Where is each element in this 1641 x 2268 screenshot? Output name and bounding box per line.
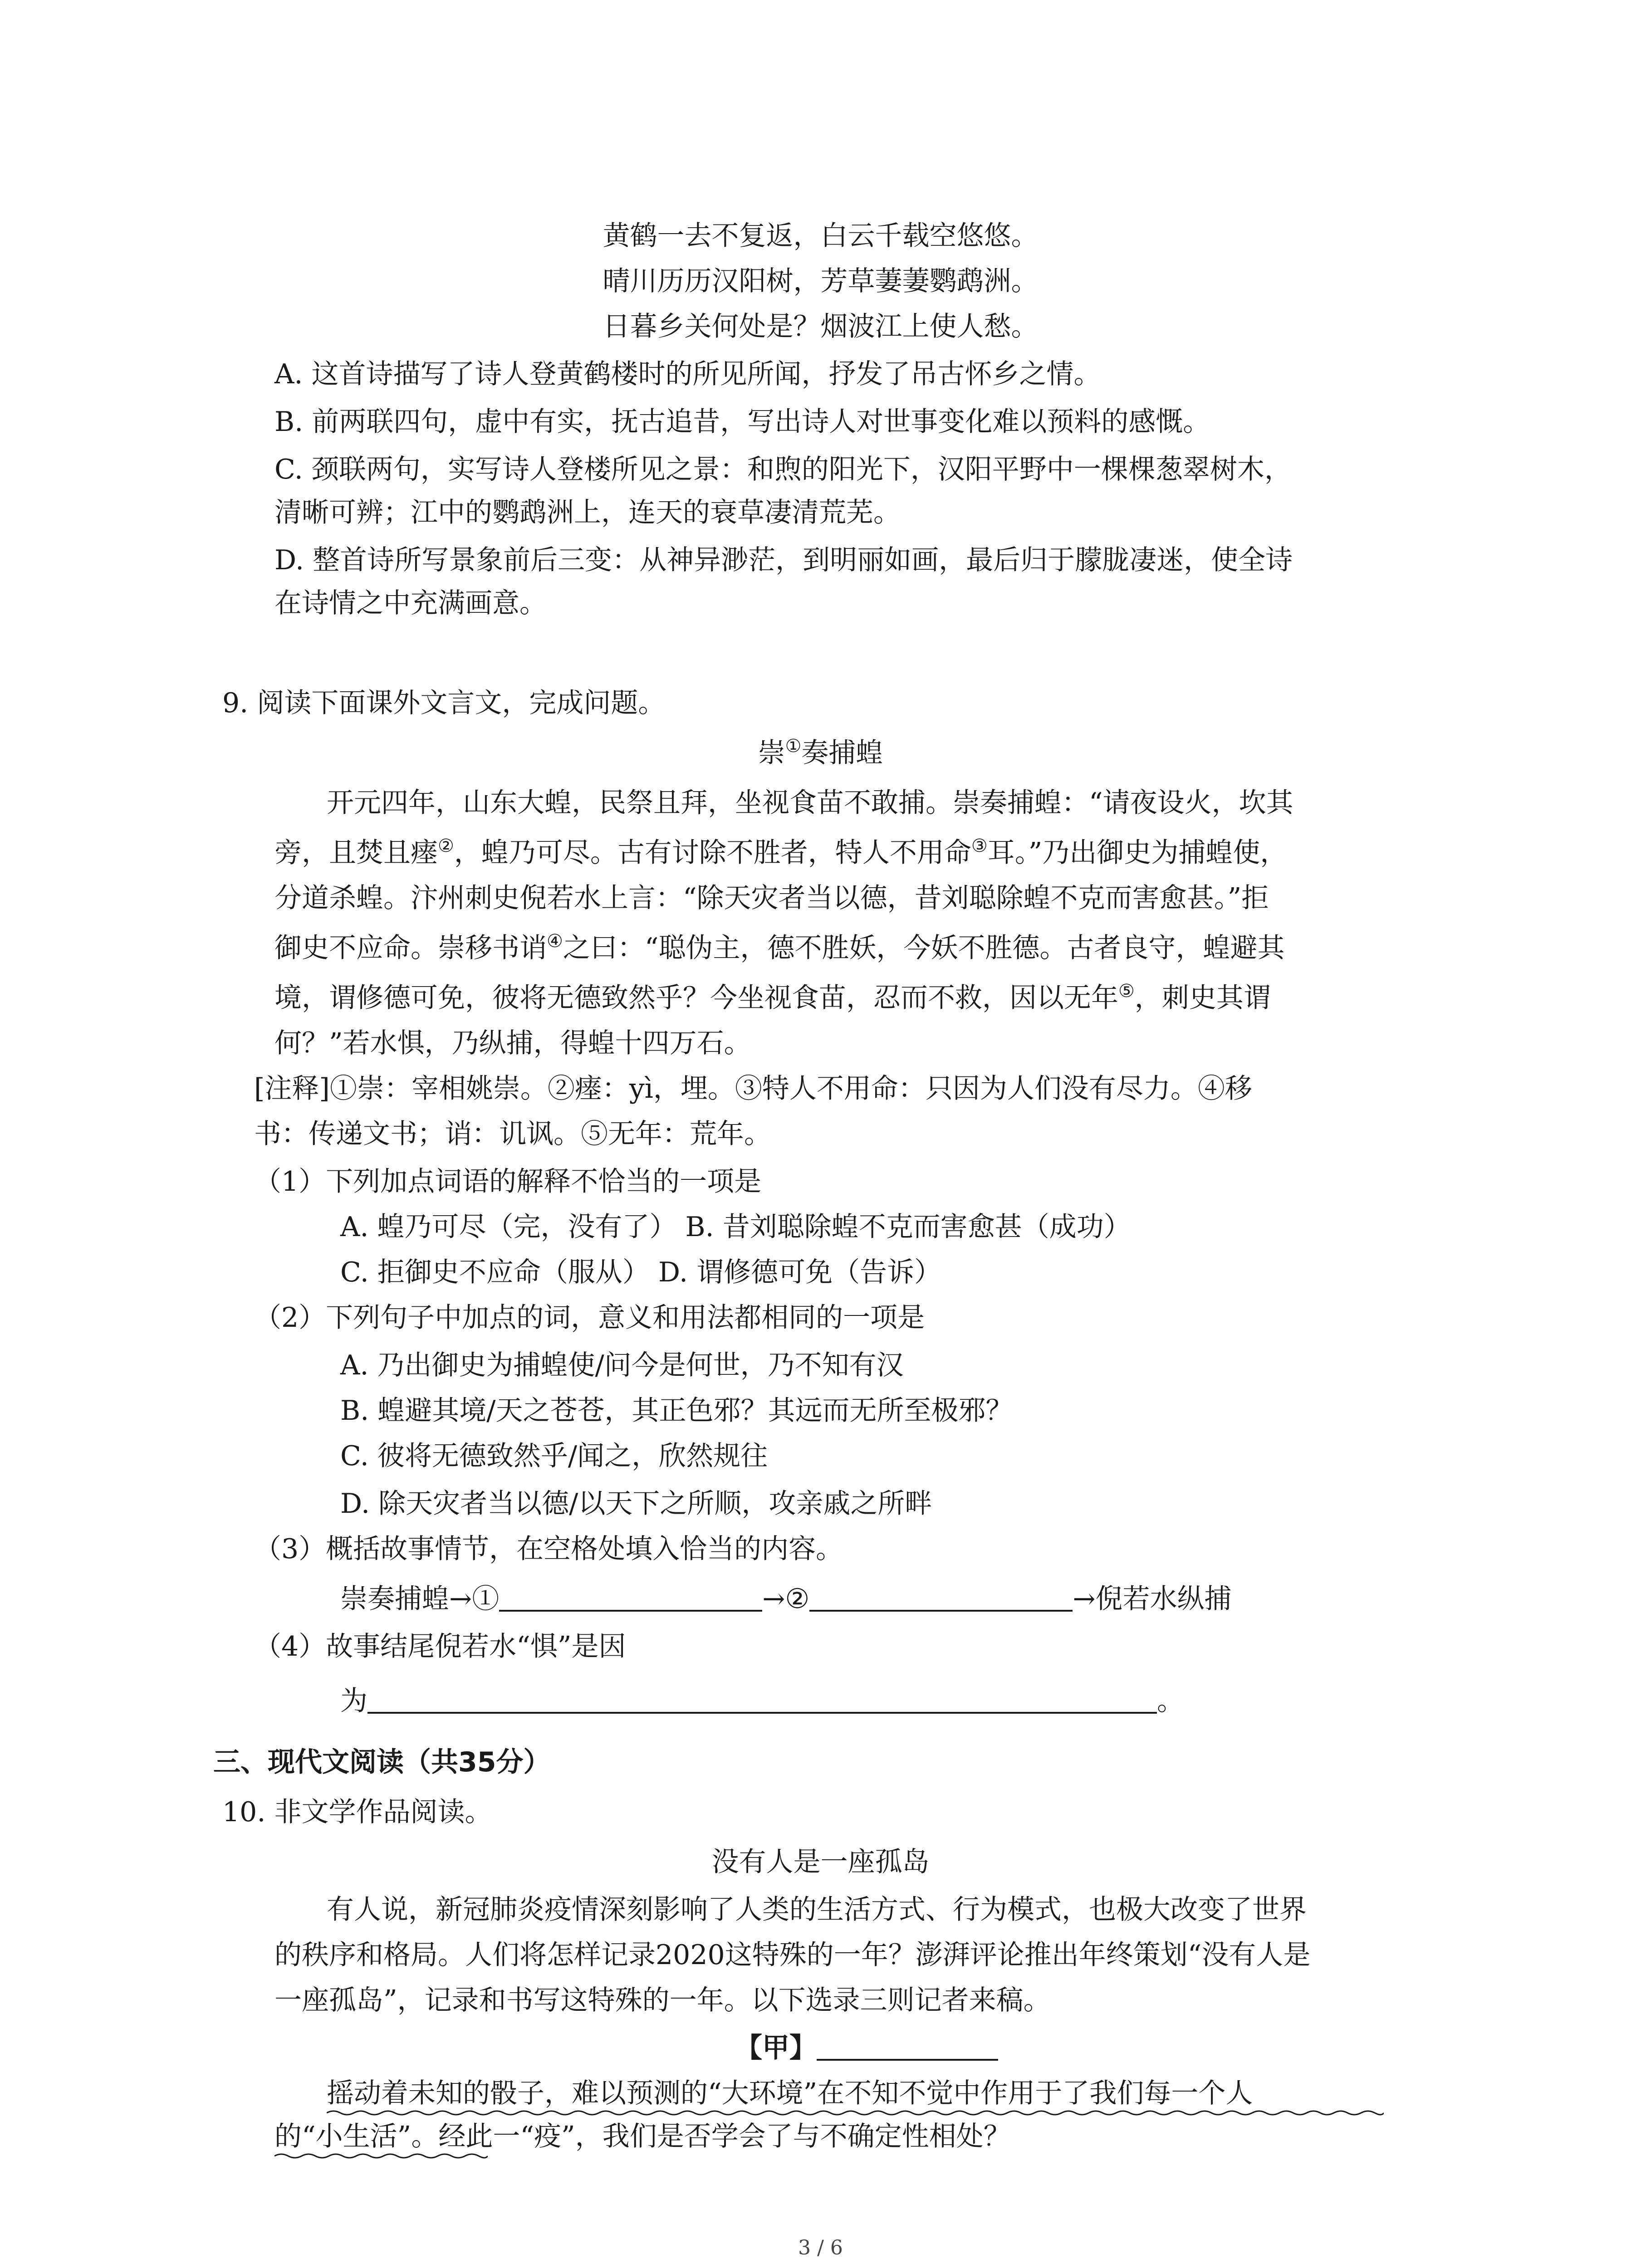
excerpt-label-jia: 【甲】 (735, 2030, 998, 2066)
question-9-prompt: 9. 阅读下面课外文言文，完成问题。 (222, 687, 666, 719)
annotation-line-2: 书：传递文书；诮：讥讽。⑤无年：荒年。 (254, 1118, 771, 1150)
subquestion-2: （2）下列句子中加点的词，意义和用法都相同的一项是 (254, 1302, 925, 1334)
answer-blank-2[interactable] (809, 1583, 1073, 1612)
answer-blank-3[interactable] (367, 1685, 1157, 1714)
article-line-1: 有人说，新冠肺炎疫情深刻影响了人类的生活方式、行为模式，也极大改变了世界 (327, 1894, 1307, 1926)
poem-line-1: 黄鹤一去不复返，白云千载空悠悠。 (603, 220, 1038, 252)
option-8a: A. 这首诗描写了诗人登黄鹤楼时的所见所闻，抒发了吊古怀乡之情。 (274, 358, 1101, 390)
plot-chain: 崇奏捕蝗→① →② →倪若水纵捕 (340, 1583, 1232, 1615)
option-8c-line2: 清晰可辨；江中的鹦鹉洲上，连天的衰草凄清荒芜。 (274, 497, 901, 528)
section-heading: 三、现代文阅读（共35分） (213, 1746, 551, 1778)
subquestion-1: （1）下列加点词语的解释不恰当的一项是 (254, 1166, 762, 1198)
passage-line-3: 分道杀蝗。汴州刺史倪若水上言：“除天灾者当以德，昔刘聪除蝗不克而害愈甚。”拒 (274, 882, 1269, 914)
passage-line-6: 何？”若水惧，乃纵捕，得蝗十四万石。 (274, 1027, 751, 1059)
article-line-2: 的秩序和格局。人们将怎样记录2020这特殊的一年？澎湃评论推出年终策划“没有人是 (274, 1939, 1311, 1971)
passage-line-2: 旁，且焚且瘗②，蝗乃可尽。古有讨除不胜者，特人不用命③耳。”乃出御史为捕蝗使， (274, 836, 1288, 869)
subquestion-4-answer-line: 为 。 (340, 1685, 1184, 1717)
passage-line-4: 御史不应命。崇移书诮④之曰：“聪伪主，德不胜妖，今妖不胜德。古者良守，蝗避其 (274, 931, 1285, 964)
annotation-line-1: [注释]①崇：宰相姚崇。②瘗：yì，埋。③特人不用命：只因为人们没有尽力。④移 (254, 1073, 1252, 1105)
answer-blank-title[interactable] (817, 2033, 998, 2061)
option-8b: B. 前两联四句，虚中有实，抚古追昔，写出诗人对世事变化难以预料的感慨。 (274, 406, 1210, 438)
poem-line-2: 晴川历历汉阳树，芳草萋萋鹦鹉洲。 (603, 265, 1038, 297)
subquestion-4: （4）故事结尾倪若水“惧”是因 (254, 1631, 626, 1662)
subquestion-1-options-ab: A. 蝗乃可尽（完，没有了） B. 昔刘聪除蝗不克而害愈甚（成功） (340, 1211, 1131, 1243)
article-title: 没有人是一座孤岛 (711, 1846, 930, 1878)
poem-line-3: 日暮乡关何处是？烟波江上使人愁。 (603, 311, 1038, 342)
subquestion-1-options-cd: C. 拒御史不应命（服从） D. 谓修德可免（告诉） (340, 1256, 942, 1288)
wavy-underline-2 (274, 2152, 488, 2160)
wavy-underline-1 (327, 2109, 1384, 2116)
subquestion-3: （3）概括故事情节，在空格处填入恰当的内容。 (254, 1533, 843, 1565)
excerpt-line-2: 的“小生活”。经此一“疫”，我们是否学会了与不确定性相处？ (274, 2121, 1011, 2152)
passage-title: 崇①奏捕蝗 (758, 736, 883, 769)
subquestion-2-option-b: B. 蝗避其境/天之苍苍，其正色邪？其远而无所至极邪？ (340, 1395, 1013, 1427)
passage-line-5: 境，谓修德可免，彼将无德致然乎？今坐视食苗，忍而不救，因以无年⑤，刺史其谓 (274, 981, 1271, 1014)
subquestion-2-option-c: C. 彼将无德致然乎/闻之，欣然规往 (340, 1440, 768, 1472)
option-8d-line2: 在诗情之中充满画意。 (274, 587, 547, 619)
subquestion-2-option-a: A. 乃出御史为捕蝗使/问今是何世，乃不知有汉 (340, 1349, 904, 1381)
answer-blank-1[interactable] (499, 1583, 762, 1612)
option-8c-line1: C. 颈联两句，实写诗人登楼所见之景：和煦的阳光下，汉阳平野中一棵棵葱翠树木， (274, 454, 1292, 485)
excerpt-line-1: 摇动着未知的骰子，难以预测的“大环境”在不知不觉中作用于了我们每一个人 (327, 2077, 1253, 2109)
page-number: 3 / 6 (798, 2236, 843, 2259)
option-8d-line1: D. 整首诗所写景象前后三变：从神异渺茫，到明丽如画，最后归于朦胧凄迷，使全诗 (274, 544, 1293, 576)
subquestion-2-option-d: D. 除天灾者当以德/以天下之所顺，攻亲戚之所畔 (340, 1488, 932, 1520)
article-line-3: 一座孤岛”，记录和书写这特殊的一年。以下选录三则记者来稿。 (274, 1984, 1051, 2016)
passage-line-1: 开元四年，山东大蝗，民祭且拜，坐视食苗不敢捕。崇奏捕蝗：“请夜设火，坎其 (327, 787, 1293, 819)
question-10-prompt: 10. 非文学作品阅读。 (222, 1796, 492, 1828)
